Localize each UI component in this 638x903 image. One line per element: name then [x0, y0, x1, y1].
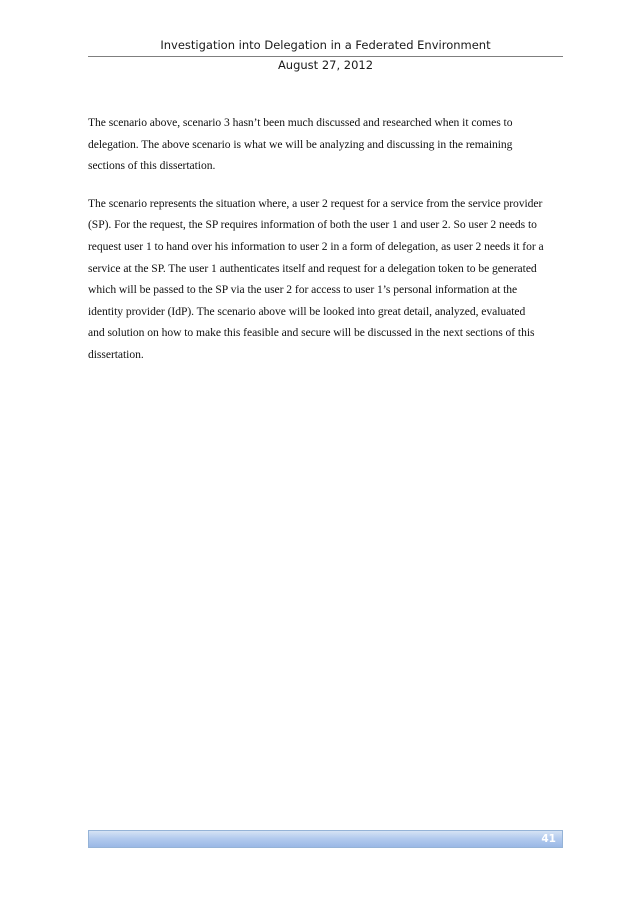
text-line: which will be passed to the SP via the user 2 for access to user 1’s personal information at the: [88, 283, 518, 297]
text-line: and solution on how to make this feasible and secure will be discussed in the next sections of this: [88, 326, 535, 340]
text-line: (SP). For the request, the SP requires information of both the user 1 and user 2. So user 2 needs to: [88, 218, 537, 232]
running-header-title: Investigation into Delegation in a Federated Environment: [160, 38, 491, 52]
paragraph-2: [88, 193, 568, 366]
running-header-date: August 27, 2012: [277, 58, 374, 72]
paragraph-1: [88, 112, 568, 177]
text-line: service at the SP. The user 1 authenticates itself and request for a delegation token to be generated: [88, 261, 537, 275]
text-line: sections of this dissertation.: [88, 159, 216, 173]
text-line: The scenario above, scenario 3 hasn’t been much discussed and researched when it comes to: [88, 116, 513, 129]
text-line: request user 1 to hand over his information to user 2 in a form of delegation, as user 2 needs it for a: [88, 239, 544, 253]
body-text: [88, 112, 568, 382]
text-line: dissertation.: [88, 347, 144, 361]
page-number: 41: [541, 833, 556, 845]
footer-bar: [88, 830, 563, 848]
text-line: delegation. The above scenario is what we will be analyzing and discussing in the remaining: [88, 137, 513, 151]
text-line: The scenario represents the situation where, a user 2 request for a service from the service provider: [88, 196, 543, 210]
text-line: identity provider (IdP). The scenario above will be looked into great detail, analyzed, evaluated: [88, 304, 526, 318]
